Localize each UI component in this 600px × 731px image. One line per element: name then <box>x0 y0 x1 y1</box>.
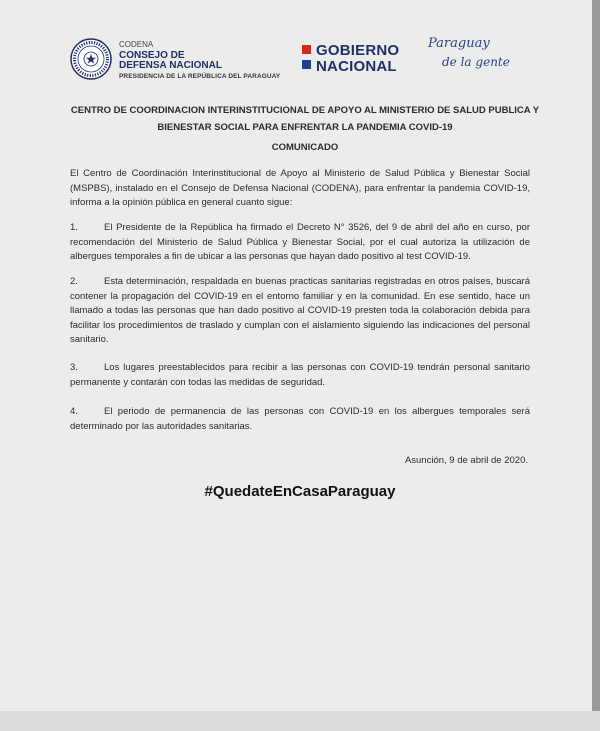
list-item-number: 1. <box>70 222 78 233</box>
document-title: CENTRO DE COORDINACION INTERINSTITUCIONAL DE APOYO AL MINISTERIO DE SALUD PUBLICA Y BIENESTAR SOCIAL PARA ENFRENTAR LA PANDEMIA COVID-19 <box>70 105 540 133</box>
place-date: Asunción, 9 de abril de 2020. <box>404 455 528 466</box>
red-square-icon <box>302 45 311 54</box>
list-item-number: 2. <box>70 276 78 287</box>
photo-edge-bottom <box>0 711 600 731</box>
codena-name-line2: DEFENSA NACIONAL <box>119 60 222 71</box>
paraguay-logo-line2: de la gente <box>442 55 510 69</box>
codena-presidency: PRESIDENCIA DE LA REPÚBLICA DEL PARAGUAY <box>119 72 281 80</box>
photo-edge-right <box>592 0 600 731</box>
list-item-text: El periodo de permanencia de las personas con COVID-19 en los albergues temporales será determinado por las autoridades sanitarias. <box>70 406 530 432</box>
hashtag: #QuedateEnCasaParaguay <box>204 483 396 500</box>
list-item-3 <box>70 361 530 390</box>
list-item-number: 4. <box>70 406 78 417</box>
list-item-2 <box>70 275 530 348</box>
list-item-number: 3. <box>70 362 78 373</box>
paraguay-de-la-gente-logo <box>428 36 518 80</box>
gobierno-line2: NACIONAL <box>316 58 397 75</box>
list-item-text: El Presidente de la República ha firmado el Decreto N° 3526, del 9 de abril del año en curso, por recomendación del Ministerio de Salud Pública y Bienestar Social, por el cual autoriza la utilización de albergues temporales a fin de ubicar a las personas que hayan dado positivo al test COVID-19. <box>70 222 530 262</box>
gobierno-line1: GOBIERNO <box>316 42 400 59</box>
paraguay-logo-line1: Paraguay <box>428 36 490 51</box>
list-item-text: Los lugares preestablecidos para recibir a las personas con COVID-19 tendrán personal sanitario permanente y contarán con todas las medidas de seguridad. <box>70 362 530 388</box>
codena-name-line1: CONSEJO DE <box>119 49 185 61</box>
list-item-text: Esta determinación, respaldada en buenas practicas sanitarias registradas en otros países, buscará contener la propagación del COVID-19 en el entorno familiar y en la comunidad. En ese sentido, hace un llamado a todas las personas que han dado positivo al COVID-19 presten toda la colaboración debida para facilitar los procedimientos de traslado y cumplan con el aislamiento siguiendo las indicaciones del personal sanitario. <box>70 276 530 345</box>
codena-block <box>119 40 280 82</box>
list-item-4 <box>70 405 530 434</box>
national-seal-logo <box>70 38 112 80</box>
blue-square-icon <box>302 60 311 69</box>
intro-paragraph: El Centro de Coordinación Interinstitucional de Apoyo al Ministerio de Salud Pública y Bienestar Social (MSPBS), instalado en el Consejo de Defensa Nacional (CODENA), para enfrentar la pandemia COVID-19, informa a la opinión pública en general cuanto sigue: <box>70 168 530 208</box>
document-subtitle: COMUNICADO <box>271 142 339 153</box>
list-item-1 <box>70 221 530 265</box>
letterhead <box>0 34 600 84</box>
codena-acronym: CODENA <box>119 40 154 49</box>
